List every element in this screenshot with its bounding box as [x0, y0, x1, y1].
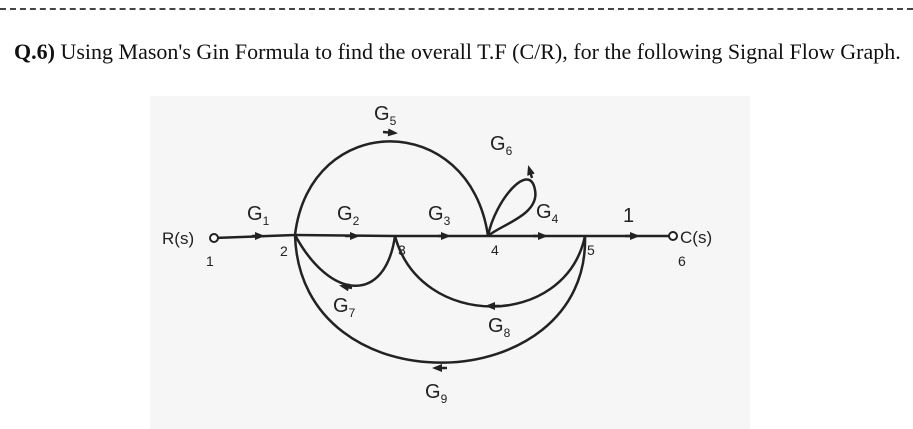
input-label: R(s) — [162, 229, 195, 248]
branch-g7 — [295, 235, 395, 286]
gain-g6: $G_6$ — [490, 133, 513, 158]
branch-g6 — [488, 179, 535, 236]
output-label: C(s) — [680, 228, 713, 247]
question-body: Using Mason's Gin Formula to find the overall T.F (C/R), for the following Signal Flow Graph. — [60, 39, 901, 64]
gain-g7: $G_7$ — [333, 295, 356, 320]
gain-g1: $G_1$ — [247, 203, 270, 228]
branch-g8 — [395, 236, 585, 307]
signal-flow-graph-figure — [150, 96, 750, 429]
node-1-label: 1 — [206, 253, 214, 269]
gain-g5: $G_5$ — [374, 103, 397, 128]
gain-g8: $G_8$ — [488, 315, 511, 340]
signal-flow-graph — [150, 96, 750, 429]
gain-g4: $G_4$ — [536, 201, 559, 226]
gain-unity: 1 — [623, 205, 635, 227]
gain-g9: $G_9$ — [425, 381, 448, 406]
node-6-label: 6 — [678, 253, 686, 269]
node-2-label: 2 — [280, 243, 288, 259]
dashed-separator — [0, 8, 913, 10]
output-node — [669, 232, 677, 240]
input-node — [210, 234, 218, 242]
node-4-label: 4 — [491, 242, 499, 258]
gain-g2: $G_2$ — [337, 203, 360, 228]
branch-g5 — [295, 141, 488, 236]
question-text — [14, 32, 904, 72]
node-5-label: 5 — [587, 242, 595, 258]
node-3-label: 3 — [398, 242, 406, 258]
gain-g3: $G_3$ — [428, 203, 451, 228]
question-number: Q.6) — [14, 39, 55, 64]
